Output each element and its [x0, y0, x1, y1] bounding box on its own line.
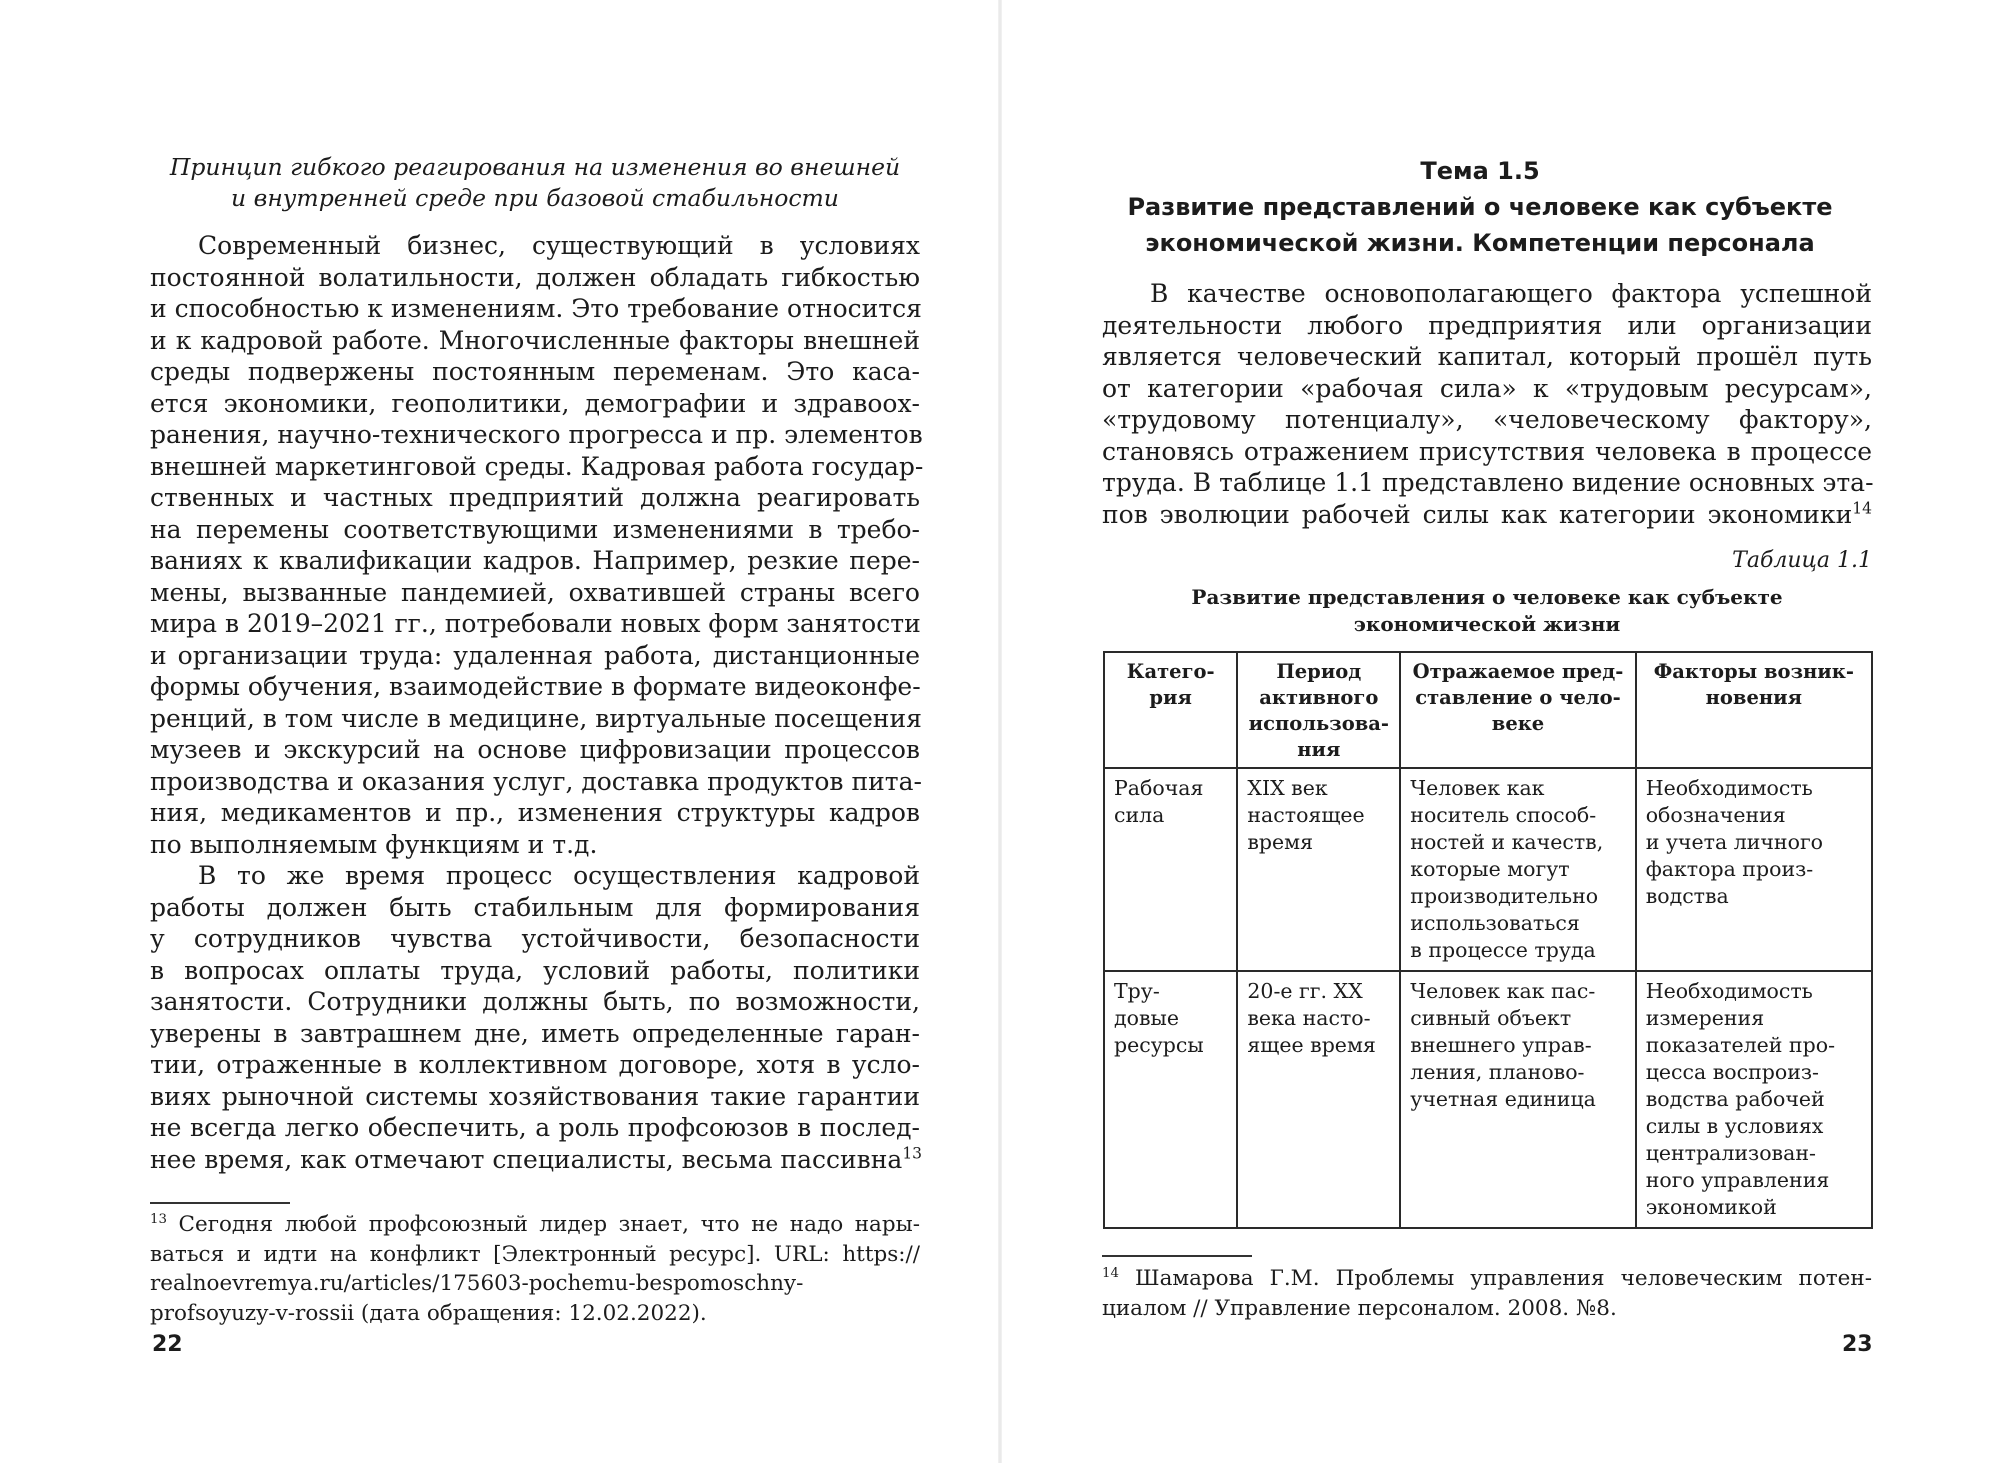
topic-title-line: Развитие представлений о человеке как субъекте: [1127, 193, 1833, 221]
evolution-table: [1103, 651, 1873, 1229]
cell-line: силы в условиях: [1645, 1114, 1824, 1138]
footnote-line: ваться и идти на конфликт [Электронный ресурс]. URL: https://: [150, 1241, 920, 1267]
cell-line: водства рабочей: [1645, 1087, 1825, 1111]
footnote-number: 13: [150, 1211, 167, 1227]
text-line: в вопросах оплаты труда, условий работы, политики: [150, 955, 920, 985]
table-cell: [1237, 971, 1400, 1228]
cell-line: внешнего управ-: [1410, 1033, 1592, 1057]
page-number: 23: [1842, 1332, 1873, 1357]
text-line-content: нее время, как отмечают специалисты, весьма пассивна: [150, 1144, 903, 1174]
text-line: от категории «рабочая сила» к «трудовым ресурсам»,: [1102, 373, 1872, 403]
table-caption: Таблица 1.1: [1732, 548, 1872, 573]
cell-line: Человек как пас-: [1410, 979, 1596, 1003]
text-line: становясь отражением присутствия человека в процессе: [1102, 436, 1872, 466]
text-line: деятельности любого предприятия или организации: [1102, 310, 1872, 340]
table-title-line: Развитие представления о человеке как субъекте: [1191, 585, 1783, 609]
table-cell: [1636, 971, 1872, 1228]
text-line: и способностью к изменениям. Это требование относится: [150, 294, 922, 323]
text-line: постоянной волатильности, должен обладать гибкостью: [150, 262, 920, 292]
text-line: ется экономики, геополитики, демографии и здравоох-: [150, 388, 920, 418]
table-row: [1104, 768, 1872, 971]
text-line: занятости. Сотрудники должны быть, по возможности,: [150, 987, 920, 1016]
page-number: 22: [152, 1332, 183, 1357]
footnote-13: [150, 1210, 920, 1328]
table-cell: [1400, 971, 1635, 1228]
text-line: труда. В таблице 1.1 представлено видение основных эта-: [1102, 468, 1874, 497]
table-row: [1104, 971, 1872, 1228]
table-header-row: [1104, 652, 1872, 768]
table-title-line: экономической жизни: [1353, 612, 1621, 636]
header-cell-period: [1237, 652, 1400, 768]
cell-line: ящее время: [1247, 1033, 1376, 1057]
table-cell: [1400, 768, 1635, 971]
cell-line: время: [1247, 830, 1314, 854]
header-line: Катего-: [1126, 660, 1215, 683]
header-cell-representation: [1400, 652, 1635, 768]
text-line: и организации труда: удаленная работа, дистанционные: [150, 640, 920, 670]
cell-line: измерения: [1645, 1006, 1765, 1030]
cell-line: в процессе труда: [1410, 938, 1596, 962]
text-line: ваниях к квалификации кадров. Например, резкие пере-: [150, 546, 920, 575]
left-body-text: [150, 230, 924, 1175]
table-cell: [1104, 768, 1237, 971]
text-line: мира в 2019–2021 гг., потребовали новых форм занятости: [150, 609, 921, 638]
cell-line: Человек как: [1410, 776, 1545, 800]
text-line: формы обучения, взаимодействие в формате видеоконфе-: [150, 672, 921, 701]
table-cell: [1237, 768, 1400, 971]
subheading-line: и внутренней среде при базовой стабильности: [231, 184, 839, 212]
table-cell: [1104, 971, 1237, 1228]
text-line: [1102, 499, 1872, 531]
cell-line: довые: [1114, 1006, 1179, 1030]
text-line: тии, отраженные в коллективном договоре, хотя в усло-: [150, 1050, 920, 1079]
table-title: [1102, 584, 1872, 638]
footnote-divider: [150, 1202, 290, 1204]
text-line: является человеческий капитал, который прошёл путь: [1102, 342, 1872, 371]
cell-line: показателей про-: [1645, 1033, 1835, 1057]
text-line: внешней маркетинговой среды. Кадровая работа государ-: [150, 451, 924, 481]
footnote-line: profsoyuzy-v-rossii (дата обращения: 12.02.2022).: [150, 1300, 707, 1326]
header-line: активного: [1259, 686, 1379, 709]
cell-line: централизован-: [1645, 1141, 1816, 1165]
footnote-ref[interactable]: 13: [902, 1144, 923, 1163]
text-line: работы должен быть стабильным для формирования: [150, 892, 920, 922]
footnote-line: циалом // Управление персоналом. 2008. №8.: [1102, 1295, 1617, 1321]
cell-line: производительно: [1410, 884, 1599, 908]
text-line: ренций, в том числе в медицине, виртуальные посещения: [150, 703, 922, 733]
cell-line: ресурсы: [1114, 1033, 1204, 1057]
footnote-divider: [1102, 1255, 1252, 1257]
cell-line: 20-е гг. XX: [1247, 979, 1363, 1003]
text-line: не всегда легко обеспечить, а роль профсоюзов в послед-: [150, 1113, 920, 1142]
cell-line: настоящее: [1247, 803, 1365, 827]
text-line: В то же время процесс осуществления кадровой: [198, 861, 920, 890]
cell-line: учетная единица: [1410, 1087, 1596, 1111]
cell-line: использоваться: [1410, 911, 1580, 935]
cell-line: носитель способ-: [1410, 803, 1597, 827]
text-line: среды подвержены постоянным переменам. Это каса-: [150, 357, 920, 386]
cell-line: сивный объект: [1410, 1006, 1572, 1030]
cell-line: ления, планово-: [1410, 1060, 1585, 1084]
header-line: Отражаемое пред-: [1412, 660, 1624, 683]
subheading-line: Принцип гибкого реагирования на изменения во внешней: [169, 153, 901, 181]
header-line: новения: [1705, 686, 1803, 709]
text-line: и к кадровой работе. Многочисленные факторы внешней: [150, 325, 920, 355]
header-line: ставление о чело-: [1415, 686, 1621, 709]
footnote-14: [1102, 1264, 1872, 1323]
text-line: «трудовому потенциалу», «человеческому фактору»,: [1102, 405, 1872, 434]
text-line: музеев и экскурсий на основе цифровизации процессов: [150, 735, 920, 764]
header-line: веке: [1491, 712, 1545, 735]
text-line: мены, вызванные пандемией, охватившей страны всего: [150, 577, 920, 607]
footnote-text: Шамарова Г.М. Проблемы управления человеческим потен-: [1118, 1266, 1872, 1291]
footnote-number: 14: [1102, 1265, 1119, 1281]
text-line: [150, 1144, 923, 1176]
text-line: В качестве основополагающего фактора успешной: [1150, 279, 1872, 308]
text-line: ранения, научно-технического прогресса и пр. элементов: [150, 420, 923, 449]
footnote-line: realnoevremya.ru/articles/175603-pochemu-bespomoschny-: [150, 1271, 804, 1296]
text-line: ния, медикаментов и пр., изменения структуры кадров: [150, 798, 920, 827]
text-line: виях рыночной системы хозяйствования такие гарантии: [150, 1081, 920, 1111]
cell-line: обозначения: [1645, 803, 1786, 827]
header-cell-factors: [1636, 652, 1872, 768]
cell-line: XIX век: [1247, 776, 1328, 800]
footnote-line: [1102, 1264, 1872, 1294]
footnote-ref[interactable]: 14: [1852, 499, 1872, 518]
footnote-line: [150, 1210, 920, 1240]
section-subheading: [150, 152, 920, 214]
cell-line: цесса воспроиз-: [1645, 1060, 1819, 1084]
topic-title-line: экономической жизни. Компетенции персонала: [1145, 229, 1815, 257]
topic-number: Тема 1.5: [1420, 157, 1540, 185]
table-cell: [1636, 768, 1872, 971]
cell-line: сила: [1114, 803, 1165, 827]
cell-line: которые могут: [1410, 857, 1570, 881]
text-line: на перемены соответствующими изменениями в требо-: [150, 514, 920, 544]
cell-line: Необходимость: [1645, 776, 1813, 800]
right-page: [1000, 0, 2000, 1463]
header-cell-category: [1104, 652, 1237, 768]
cell-line: ностей и качеств,: [1410, 830, 1604, 854]
cell-line: водства: [1645, 884, 1729, 908]
cell-line: экономикой: [1645, 1195, 1777, 1219]
cell-line: Необходимость: [1645, 979, 1813, 1003]
text-line: ственных и частных предприятий должна реагировать: [150, 483, 920, 512]
right-body-text: [1102, 278, 1872, 530]
header-line: Факторы возник-: [1653, 660, 1854, 683]
header-line: рия: [1149, 686, 1192, 709]
header-line: использова-: [1248, 712, 1389, 735]
text-line: производства и оказания услуг, доставка продуктов пита-: [150, 766, 922, 796]
cell-line: Тру-: [1114, 979, 1160, 1003]
text-line: уверены в завтрашнем дне, иметь определенные гаран-: [150, 1018, 920, 1048]
footnote-text: Сегодня любой профсоюзный лидер знает, что не надо нары-: [166, 1212, 920, 1237]
header-line: Период: [1276, 660, 1362, 683]
cell-line: Рабочая: [1114, 776, 1204, 800]
cell-line: ного управления: [1645, 1168, 1830, 1192]
header-line: ния: [1297, 738, 1341, 761]
cell-line: фактора произ-: [1645, 857, 1814, 881]
text-line: Современный бизнес, существующий в условиях: [198, 231, 920, 260]
text-line-content: пов эволюции рабочей силы как категории экономики: [1102, 499, 1853, 529]
text-line: у сотрудников чувства устойчивости, безопасности: [150, 924, 920, 953]
cell-line: века насто-: [1247, 1006, 1371, 1030]
cell-line: и учета личного: [1645, 830, 1824, 854]
topic-heading: [1100, 153, 1860, 261]
text-line: по выполняемым функциям и т.д.: [150, 829, 598, 859]
